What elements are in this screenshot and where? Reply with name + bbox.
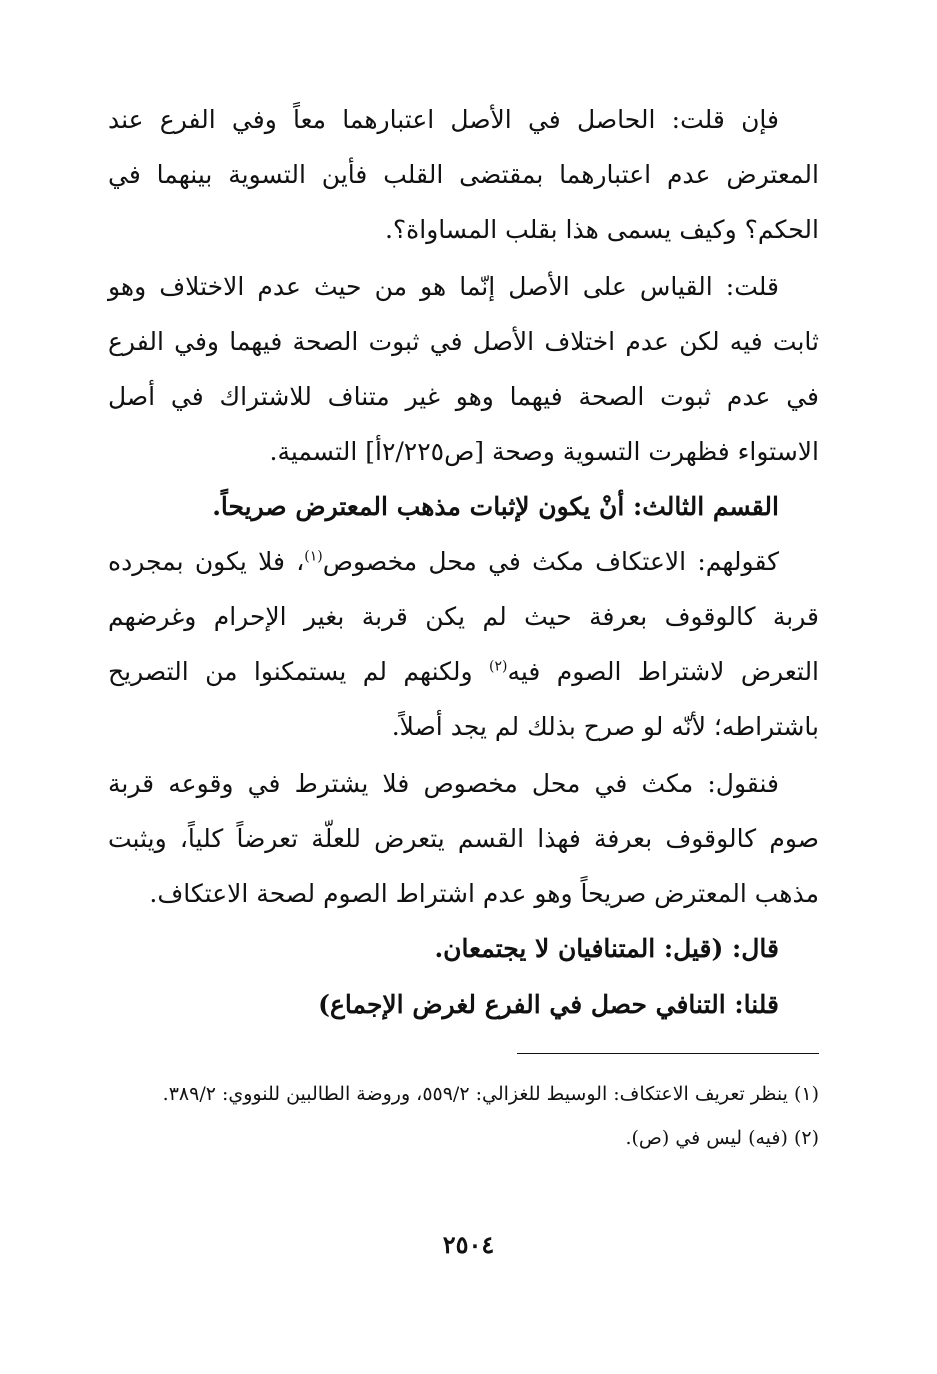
- footnote-ref-2: (٢): [489, 658, 508, 675]
- footnote-1: (١) ينظر تعريف الاعتكاف: الوسيط للغزالي: ٥٥٩/٢، وروضة الطالبين للنووي: ٣٨٩/٢.: [162, 1083, 819, 1105]
- footnote-divider: [517, 1053, 819, 1054]
- page-number: ٢٥٠٤: [442, 1230, 495, 1259]
- paragraph-objection: فإن قلت: الحاصل في الأصل اعتبارهما معاً وفي الفرع عند المعترض عدم اعتبارهما بمقتضى القلب فأين التسوية بينهما في الحكم؟ وكيف يسمى هذا بقلب المساواة؟.: [108, 105, 819, 244]
- quoted-line-2: قلنا: التنافي حصل في الفرع لغرض الإجماع): [318, 990, 779, 1019]
- section-heading: القسم الثالث: أنْ يكون لإثبات مذهب المعترض صريحاً.: [212, 492, 779, 521]
- paragraph-reply: قلت: القياس على الأصل إنّما هو من حيث عدم الاختلاف وهو ثابت فيه لكن عدم اختلاف الأصل في ثبوت الصحة فيهما وفي الفرع في عدم ثبوت الصحة فيهما وهو غير متناف للاشتراك في أصل الاستواء فظهرت التسوية وصحة [ص٢/٢٢٥أ] التسمية.: [108, 272, 819, 466]
- example-text-start: كقولهم: الاعتكاف مكث في محل مخصوص: [322, 547, 780, 576]
- footnote-ref-1: (١): [304, 548, 323, 565]
- example-text-end: ولكنهم لم يستمكنوا من التصريح باشتراطه؛ لأنّه لو صرح بذلك لم يجد أصلاً.: [108, 657, 819, 741]
- paragraph-response: فنقول: مكث في محل مخصوص فلا يشترط في وقوعه قربة صوم كالوقوف بعرفة فهذا القسم يتعرض للعلّة تعرضاً كلياً، ويثبت مذهب المعترض صريحاً وهو عدم اشتراط الصوم لصحة الاعتكاف.: [108, 769, 819, 908]
- example-text-middle: ، فلا يكون بمجرده قربة كالوقوف بعرفة حيث لم يكن قربة بغير الإحرام وغرضهم التعرض لاشتراط الصوم فيه: [108, 547, 820, 686]
- paragraph-example: [108, 534, 819, 754]
- quoted-line-1: قال: (قيل: المتنافيان لا يجتمعان.: [434, 934, 779, 963]
- footnote-2: (٢) (فيه) ليس في (ص).: [625, 1127, 819, 1149]
